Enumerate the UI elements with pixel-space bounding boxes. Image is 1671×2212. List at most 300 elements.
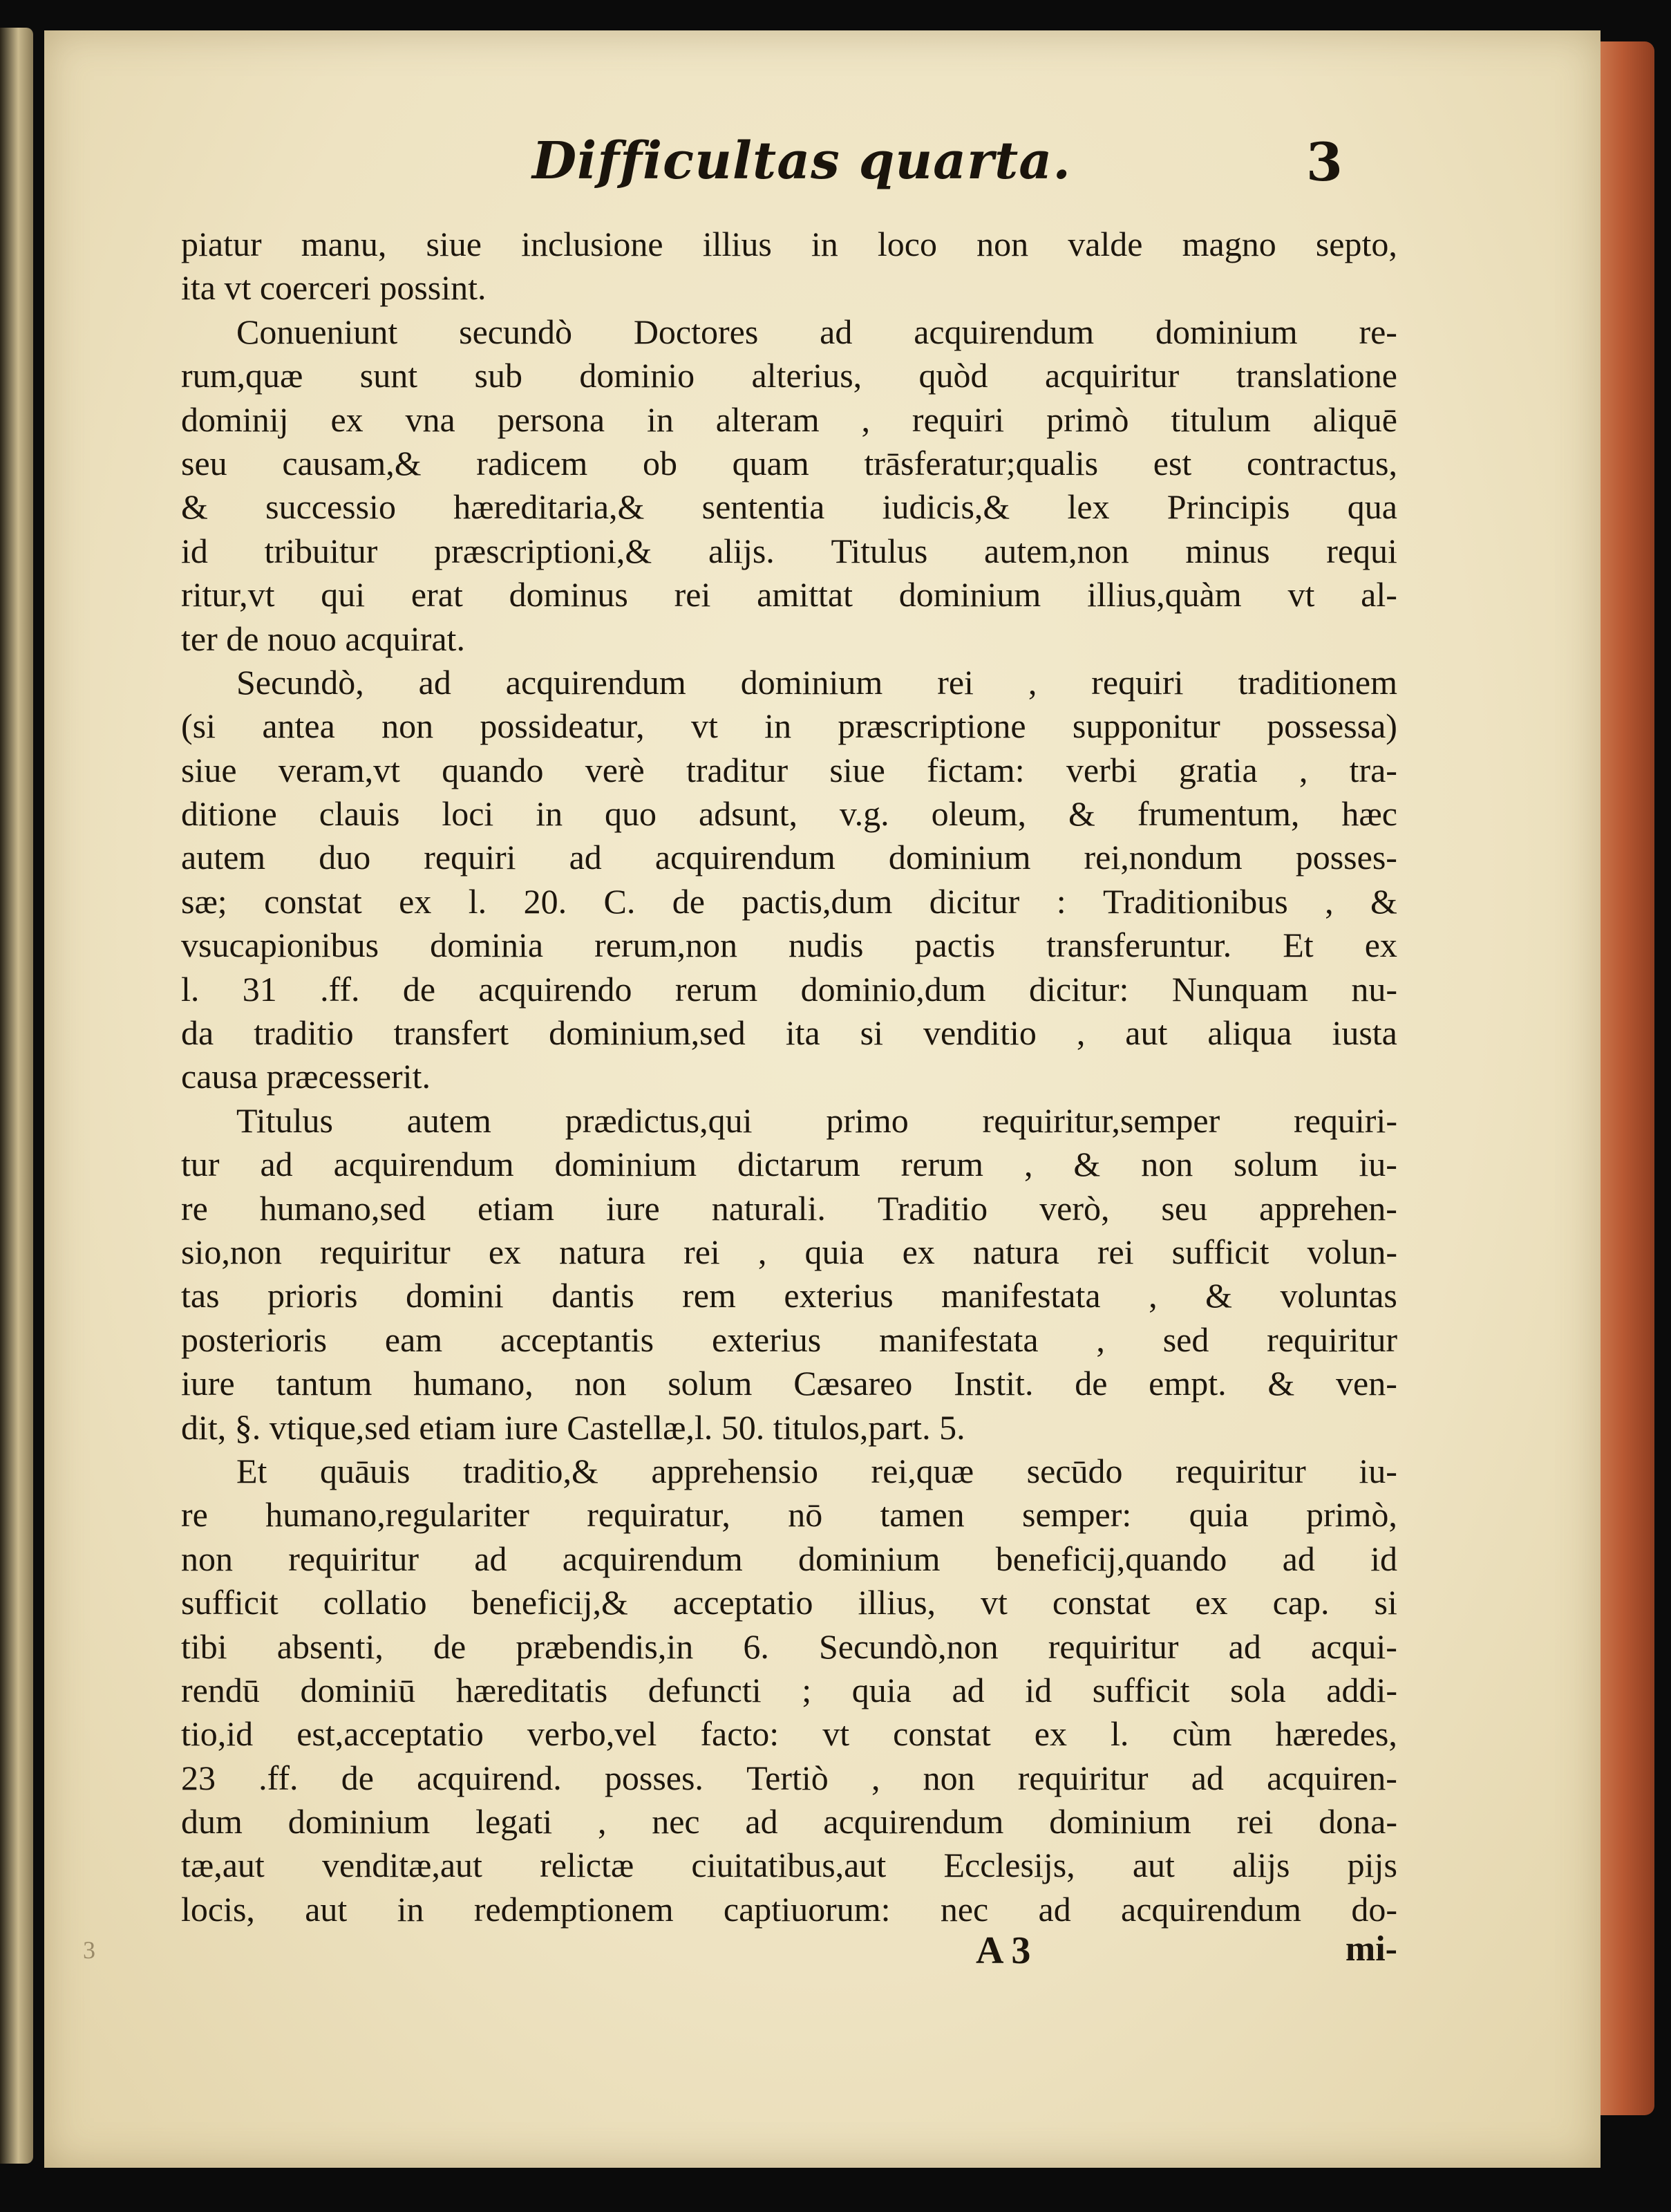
word: ditione <box>181 794 277 834</box>
word: posses. <box>604 1758 704 1797</box>
text-line <box>181 836 1397 879</box>
word: Traditio <box>877 1188 988 1228</box>
word: nec <box>652 1802 700 1841</box>
word: quam <box>732 443 809 482</box>
word: acquirendum <box>1121 1889 1302 1929</box>
word: humano, <box>413 1364 534 1403</box>
word: non <box>923 1758 975 1797</box>
word: requi <box>1326 531 1397 570</box>
word: iu- <box>1359 1145 1397 1184</box>
word: .ff. <box>258 1758 299 1797</box>
word: præbendis,in <box>516 1627 694 1666</box>
word: ritur,vt <box>181 575 275 615</box>
word: l. <box>1111 1714 1129 1754</box>
word: C. <box>603 881 636 921</box>
word: posses- <box>1295 838 1397 877</box>
word: captiuorum: <box>723 1889 891 1929</box>
word: 20. <box>523 881 567 921</box>
text-line <box>181 1318 1397 1362</box>
word: ita <box>785 1013 820 1053</box>
word: venditæ,aut <box>322 1846 482 1885</box>
word: clauis <box>319 794 400 834</box>
word: septo, <box>1315 225 1397 263</box>
word: Principis <box>1167 487 1290 527</box>
word: sufficit <box>1171 1232 1269 1271</box>
word: requiritur <box>1267 1320 1397 1359</box>
word: empt. <box>1149 1364 1227 1403</box>
word: ad <box>1038 1889 1071 1929</box>
word: Traditionibus <box>1103 881 1288 921</box>
word: addi- <box>1326 1670 1397 1709</box>
word: quia <box>804 1232 865 1271</box>
word: re- <box>1359 312 1397 351</box>
word: domini <box>406 1276 504 1315</box>
word: sufficit <box>181 1583 278 1622</box>
word: manu, <box>301 225 387 263</box>
word: , <box>1299 750 1308 789</box>
text-line <box>181 1844 1397 1887</box>
word: Titulus <box>236 1100 333 1140</box>
word: da <box>181 1013 214 1053</box>
bleed-through-mark: 3 <box>83 1936 95 1964</box>
word: beneficij,& <box>471 1583 628 1622</box>
word: & <box>1370 881 1397 921</box>
word: sufficit <box>1092 1670 1190 1709</box>
word: rum,quæ <box>181 356 303 395</box>
word: rei <box>937 662 974 702</box>
word: cap. <box>1272 1583 1330 1622</box>
word: , <box>757 1232 767 1271</box>
word: tur <box>181 1145 220 1184</box>
word: alterius, <box>751 356 862 395</box>
word: vt <box>822 1714 850 1754</box>
word: sententia <box>701 487 825 527</box>
word: Cæsareo <box>793 1364 913 1403</box>
word: rei <box>1097 1232 1134 1271</box>
word: quāuis <box>319 1451 410 1490</box>
word: ad <box>1191 1758 1224 1797</box>
word: vna <box>405 400 455 439</box>
word: ad <box>1228 1627 1261 1666</box>
word: de <box>672 881 705 921</box>
word: , <box>597 1802 607 1841</box>
word: tribuitur <box>264 531 378 570</box>
word: dominium <box>287 1802 431 1841</box>
word: in <box>764 706 792 746</box>
word: absenti, <box>276 1627 384 1666</box>
word: requiri <box>424 838 516 877</box>
word: loci <box>442 794 494 834</box>
text-line <box>181 1187 1397 1230</box>
word: dominium <box>1155 312 1298 351</box>
word: requiritur <box>288 1539 419 1578</box>
page-footer <box>181 1929 1397 1977</box>
word: requiritur <box>319 1232 451 1271</box>
word: dum <box>181 1802 243 1841</box>
word: l. <box>468 881 487 921</box>
word: dominium <box>888 838 1031 877</box>
word: verbo,vel <box>527 1714 657 1754</box>
word: apprehen- <box>1259 1188 1397 1228</box>
text-line <box>181 1362 1397 1405</box>
word: exterius <box>784 1276 894 1315</box>
word: dantis <box>551 1276 634 1315</box>
word: acquiren- <box>1267 1758 1397 1797</box>
word: ad <box>474 1539 507 1578</box>
word: primò, <box>1306 1495 1397 1535</box>
word: inclusione <box>521 225 663 263</box>
word: acqui- <box>1310 1627 1397 1666</box>
word: quia <box>1189 1495 1249 1535</box>
word: dominium <box>740 662 883 702</box>
word: tantum <box>276 1364 372 1403</box>
text-line <box>181 1581 1397 1624</box>
word: non <box>381 706 434 746</box>
word: illius,quàm <box>1087 575 1242 615</box>
word: dona- <box>1319 1802 1397 1841</box>
word: causam,& <box>282 443 422 482</box>
word: rendū <box>181 1670 260 1709</box>
word: alijs. <box>708 531 775 570</box>
word: iure <box>181 1364 235 1403</box>
word: adsunt, <box>698 794 797 834</box>
word: sæ; <box>181 881 227 921</box>
word: rerum <box>900 1145 984 1184</box>
word: acquirendo <box>478 969 632 1009</box>
word: l. <box>181 969 200 1009</box>
word: veram,vt <box>278 750 401 789</box>
text-line <box>181 617 1397 661</box>
word: successio <box>265 487 396 527</box>
word: volun- <box>1307 1232 1397 1271</box>
word: non <box>181 1539 233 1578</box>
word: traditio,& <box>463 1451 598 1490</box>
word: acceptatio <box>672 1583 813 1622</box>
word: rerum,non <box>594 926 737 965</box>
word: dominus <box>509 575 628 615</box>
word: quia <box>851 1670 912 1709</box>
word: , <box>1325 881 1334 921</box>
word: vsucapionibus <box>181 926 379 965</box>
word: seu <box>181 443 227 482</box>
word: Ecclesijs, <box>943 1846 1075 1885</box>
line-text: causa præcesserit. <box>181 1057 431 1096</box>
word: (si <box>181 706 216 746</box>
word: acquirendum <box>823 1802 1004 1841</box>
word: aut <box>305 1889 348 1929</box>
word: dominium <box>1049 1802 1191 1841</box>
word: dominio,dum <box>800 969 986 1009</box>
word: traditio <box>254 1013 354 1053</box>
word: requiri- <box>1294 1100 1397 1140</box>
word: iudicis,& <box>882 487 1010 527</box>
word: do- <box>1351 1889 1397 1929</box>
word: ad <box>569 838 602 877</box>
word: ad <box>952 1670 985 1709</box>
word: vt <box>690 706 718 746</box>
word: nu- <box>1351 969 1397 1009</box>
word: contractus, <box>1246 443 1397 482</box>
word: ex <box>399 881 432 921</box>
word: .ff. <box>320 969 360 1009</box>
word: tio,id <box>181 1714 254 1754</box>
word: al- <box>1361 575 1397 615</box>
word: illius, <box>858 1583 936 1622</box>
word: natura <box>559 1232 646 1271</box>
word: acquirendum <box>505 662 686 702</box>
text-line <box>181 1406 1397 1450</box>
line-text: ter de nouo acquirat. <box>181 619 465 658</box>
word: hæreditaria,& <box>453 487 645 527</box>
word: verbi <box>1066 750 1137 789</box>
word: sunt <box>359 356 418 395</box>
word: collatio <box>323 1583 427 1622</box>
word: traditionem <box>1238 662 1397 702</box>
text-line <box>181 661 1397 704</box>
word: rerum <box>674 969 758 1009</box>
word: de <box>433 1627 466 1666</box>
text-line <box>181 1625 1397 1669</box>
word: 31 <box>242 969 277 1009</box>
word: seu <box>1161 1188 1208 1228</box>
word: Conueniunt <box>236 312 398 351</box>
text-line <box>181 573 1397 617</box>
word: non <box>1141 1145 1193 1184</box>
word: qui <box>321 575 366 615</box>
word: dominij <box>181 400 289 439</box>
word: ; <box>802 1670 812 1709</box>
word: possessa) <box>1267 706 1397 746</box>
text-line <box>181 880 1397 924</box>
word: pactis,dum <box>742 881 893 921</box>
text-line <box>181 1493 1397 1537</box>
word: cùm <box>1172 1714 1232 1754</box>
word: acquiritur <box>1044 356 1180 395</box>
text-line <box>181 1274 1397 1318</box>
text-line <box>181 1143 1397 1186</box>
word: de <box>1075 1364 1108 1403</box>
word: fictam: <box>927 750 1025 789</box>
word: in <box>811 225 838 263</box>
text-line <box>181 1099 1397 1143</box>
word: solum <box>668 1364 753 1403</box>
running-head: Difficultas quarta. <box>532 131 1071 191</box>
word: Tertiò <box>746 1758 829 1797</box>
word: id <box>1025 1670 1052 1709</box>
word: secūdo <box>1026 1451 1123 1490</box>
word: in <box>646 400 674 439</box>
text-line <box>181 924 1397 967</box>
text-line <box>181 792 1397 836</box>
word: dominia <box>430 926 544 965</box>
text-line <box>181 354 1397 397</box>
word: siue <box>426 225 482 263</box>
word: requiri <box>1091 662 1184 702</box>
word: id <box>181 531 208 570</box>
text-line <box>181 1669 1397 1712</box>
word: rei,nondum <box>1084 838 1243 877</box>
word: nō <box>788 1495 823 1535</box>
word: quando <box>442 750 544 789</box>
word: acceptantis <box>500 1320 654 1359</box>
word: illius <box>702 225 772 263</box>
word: frumentum, <box>1137 794 1300 834</box>
word: & <box>1073 1145 1101 1184</box>
word: sed <box>1162 1320 1209 1359</box>
word: minus <box>1185 531 1270 570</box>
word: traditur <box>686 750 789 789</box>
word: , <box>1076 1013 1086 1053</box>
word: pactis <box>914 926 996 965</box>
word: requiritur,semper <box>982 1100 1220 1140</box>
word: , <box>1023 1145 1033 1184</box>
word: naturali. <box>711 1188 826 1228</box>
word: erat <box>410 575 463 615</box>
word: dictarum <box>737 1145 860 1184</box>
word: trāsferatur;qualis <box>864 443 1099 482</box>
word: aliquē <box>1312 400 1397 439</box>
word: requiratur, <box>587 1495 730 1535</box>
word: & <box>1205 1276 1232 1315</box>
word: persona <box>497 400 605 439</box>
word: & <box>181 487 208 527</box>
word: requiritur <box>1176 1451 1306 1490</box>
text-line <box>181 485 1397 529</box>
word: tamen <box>880 1495 965 1535</box>
line-text: ita vt coerceri possint. <box>181 268 487 308</box>
word: re <box>181 1495 208 1535</box>
word: duo <box>319 838 371 877</box>
word: primo <box>826 1100 909 1140</box>
word: iure <box>606 1188 660 1228</box>
word: nudis <box>789 926 864 965</box>
word: rei <box>1236 1802 1274 1841</box>
word: legati <box>475 1802 553 1841</box>
word: & <box>1068 794 1095 834</box>
word: hæreditatis <box>455 1670 608 1709</box>
page-fore-edge <box>1601 41 1654 2115</box>
word: ex <box>330 400 364 439</box>
word: piatur <box>181 225 262 263</box>
word: tas <box>181 1276 220 1315</box>
word: semper: <box>1022 1495 1132 1535</box>
word: sola <box>1230 1670 1286 1709</box>
word: 23 <box>181 1758 216 1797</box>
word: vt <box>981 1583 1008 1622</box>
word: , <box>871 1758 880 1797</box>
word: v.g. <box>839 794 889 834</box>
word: sub <box>474 356 523 395</box>
word: , <box>1028 662 1037 702</box>
text-line <box>181 266 1397 310</box>
word: primò <box>1046 400 1129 439</box>
word: supponitur <box>1072 706 1220 746</box>
word: vt <box>1287 575 1315 615</box>
word: manifestata <box>879 1320 1039 1359</box>
word: qua <box>1347 487 1397 527</box>
word: solum <box>1234 1145 1319 1184</box>
word: autem,non <box>984 531 1129 570</box>
word: humano,sed <box>259 1188 426 1228</box>
word: prædictus,qui <box>565 1100 753 1140</box>
word: posterioris <box>181 1320 328 1359</box>
word: relictæ <box>540 1846 634 1885</box>
word: ad <box>1282 1539 1315 1578</box>
word: transferuntur. <box>1046 926 1232 965</box>
word: transfert <box>393 1013 509 1053</box>
word: constat <box>1052 1583 1151 1622</box>
word: tæ,aut <box>181 1846 265 1885</box>
word: possideatur, <box>480 706 645 746</box>
word: hæc <box>1341 794 1397 834</box>
word: ven- <box>1336 1364 1397 1403</box>
word: pijs <box>1347 1846 1397 1885</box>
text-line <box>181 749 1397 792</box>
word: rem <box>682 1276 736 1315</box>
word: rei,quæ <box>871 1451 974 1490</box>
word: rei <box>674 575 711 615</box>
word: Instit. <box>954 1364 1034 1403</box>
word: dicitur: <box>1029 969 1129 1009</box>
word: , <box>1149 1276 1158 1315</box>
word: ob <box>642 443 677 482</box>
word: Et <box>236 1451 267 1490</box>
word: si <box>860 1013 884 1053</box>
word: si <box>1374 1583 1397 1622</box>
word: Doctores <box>633 312 759 351</box>
word: locis, <box>181 1889 255 1929</box>
page-number: 3 <box>1306 131 1343 193</box>
text-line <box>181 1712 1397 1756</box>
word: gratia <box>1178 750 1258 789</box>
word: siue <box>181 750 237 789</box>
word: autem <box>406 1100 491 1140</box>
word: secundò <box>459 312 572 351</box>
word: dominium <box>554 1145 697 1184</box>
word: requiritur <box>1048 1627 1179 1666</box>
body-text <box>181 223 1397 1931</box>
word: radicem <box>476 443 588 482</box>
word: est,acceptatio <box>296 1714 484 1754</box>
word: alijs <box>1232 1846 1290 1885</box>
word: ad <box>820 312 853 351</box>
word: acquirendum <box>654 838 836 877</box>
word: dicitur <box>929 881 1020 921</box>
word: , <box>861 400 871 439</box>
word: antea <box>262 706 335 746</box>
word: de <box>402 969 436 1009</box>
word: sio,non <box>181 1232 282 1271</box>
word: manifestata <box>941 1276 1101 1315</box>
word: beneficij,quando <box>995 1539 1227 1578</box>
word: in <box>536 794 563 834</box>
word: re <box>181 1188 208 1228</box>
word: etiam <box>477 1188 555 1228</box>
text-line <box>181 1756 1397 1800</box>
word: ex <box>488 1232 522 1271</box>
word: acquirendum <box>914 312 1095 351</box>
word: eam <box>384 1320 443 1359</box>
word: ex <box>1034 1714 1067 1754</box>
word: in <box>397 1889 424 1929</box>
word: ad <box>260 1145 293 1184</box>
text-line <box>181 1450 1397 1493</box>
text-line <box>181 1230 1397 1274</box>
word: non <box>574 1364 627 1403</box>
word: humano,regulariter <box>265 1495 529 1535</box>
word: translatione <box>1236 356 1397 395</box>
word: defuncti <box>648 1670 762 1709</box>
